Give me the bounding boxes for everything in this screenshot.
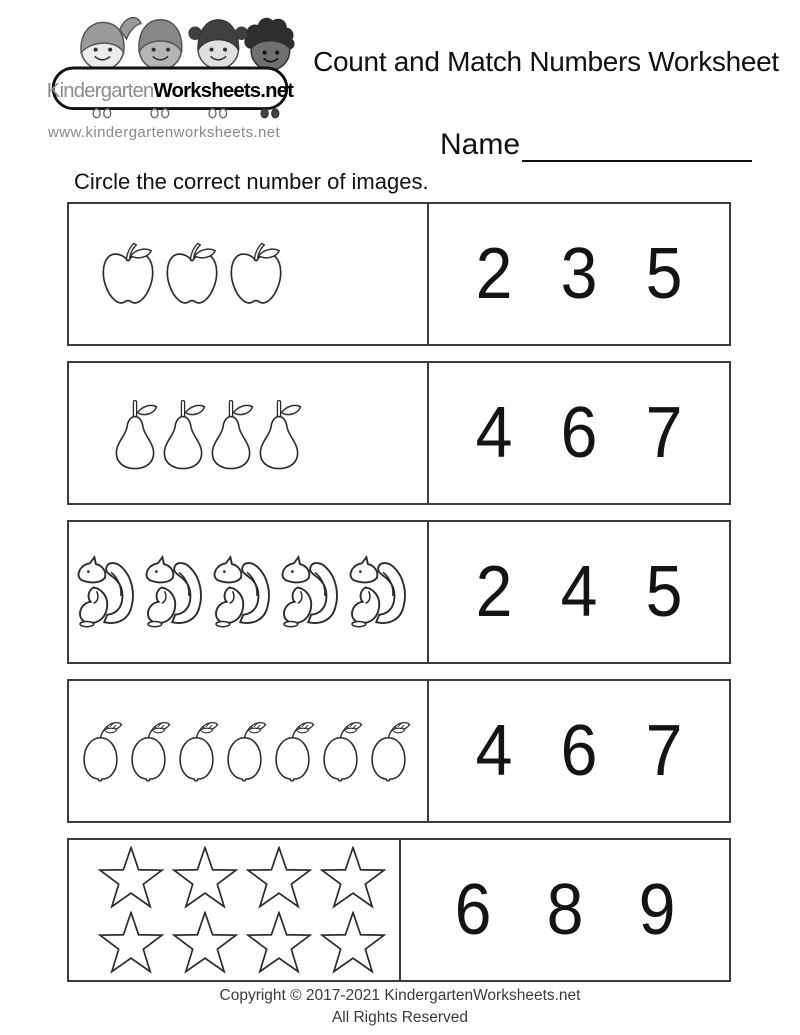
worksheet-row-lemons — [67, 679, 731, 823]
number-choice[interactable]: 8 — [546, 870, 584, 950]
number-choice[interactable]: 6 — [454, 870, 492, 950]
number-choice[interactable]: 6 — [560, 393, 598, 473]
name-fill-line[interactable] — [522, 128, 752, 162]
number-choice[interactable]: 4 — [475, 393, 513, 473]
kids-logo-illustration — [42, 12, 298, 124]
brand-logo — [42, 12, 298, 141]
star-icon — [245, 846, 313, 909]
star-icon — [319, 846, 387, 909]
kid-girl-gray-icon — [81, 18, 141, 70]
number-choice[interactable]: 2 — [475, 234, 513, 314]
numbers-cell — [427, 204, 729, 344]
worksheet-row-pears — [67, 361, 731, 505]
images-cell — [69, 840, 399, 980]
lemon-icon — [173, 719, 220, 783]
brand-name-black: Worksheets.net — [153, 79, 294, 102]
worksheet-row-squirrels — [67, 520, 731, 664]
kids-feet-icon — [93, 109, 279, 118]
numbers-cell — [427, 522, 729, 662]
name-label: Name — [440, 128, 521, 161]
numbers-cell — [427, 681, 729, 821]
instruction-text: Circle the correct number of images. — [74, 169, 429, 194]
number-choice[interactable]: 7 — [645, 711, 683, 791]
squirrel-icon — [74, 554, 142, 630]
pear-icon — [111, 395, 159, 471]
lemon-icon — [77, 719, 124, 783]
website-url: www.kindergartenworksheets.net — [48, 124, 281, 141]
brand-name-gray: Kindergarten — [46, 79, 154, 102]
number-choice[interactable]: 4 — [560, 552, 598, 632]
squirrel-icon — [142, 554, 210, 630]
kid-girl-pigtails-icon — [188, 20, 248, 69]
squirrel-icon — [346, 554, 414, 630]
number-choice[interactable]: 6 — [560, 711, 598, 791]
apple-icon — [163, 240, 221, 308]
star-icon — [171, 911, 239, 974]
kid-boy-curly-icon — [244, 18, 294, 70]
pear-icon — [159, 395, 207, 471]
images-cell — [69, 204, 427, 344]
pear-icon — [255, 395, 303, 471]
images-cell — [69, 363, 427, 503]
star-icon — [171, 846, 239, 909]
page-footer — [0, 985, 800, 1029]
worksheet-rows — [67, 202, 731, 997]
number-choice[interactable]: 7 — [645, 393, 683, 473]
squirrel-icon — [210, 554, 278, 630]
apple-icon — [99, 240, 157, 308]
page-title: Count and Match Numbers Worksheet — [313, 46, 779, 77]
apple-icon — [227, 240, 285, 308]
rights-text: All Rights Reserved — [331, 1009, 469, 1026]
lemon-icon — [269, 719, 316, 783]
number-choice[interactable]: 5 — [645, 234, 683, 314]
lemon-icon — [125, 719, 172, 783]
number-choice[interactable]: 2 — [475, 552, 513, 632]
lemon-icon — [221, 719, 268, 783]
numbers-cell — [399, 840, 729, 980]
squirrel-icon — [278, 554, 346, 630]
lemon-icon — [317, 719, 364, 783]
worksheet-row-apples — [67, 202, 731, 346]
star-icon — [97, 846, 165, 909]
star-icon — [97, 911, 165, 974]
brand-name — [47, 80, 295, 102]
images-cell — [69, 681, 427, 821]
numbers-cell — [427, 363, 729, 503]
copyright-text: Copyright © 2017-2021 KindergartenWorksheets.net — [219, 987, 581, 1004]
number-choice[interactable]: 4 — [475, 711, 513, 791]
worksheet-row-stars — [67, 838, 731, 982]
star-icon — [319, 911, 387, 974]
star-icon — [245, 911, 313, 974]
pear-icon — [207, 395, 255, 471]
lemon-icon — [365, 719, 412, 783]
images-cell — [69, 522, 427, 662]
number-choice[interactable]: 9 — [638, 870, 676, 950]
name-row — [440, 128, 752, 162]
number-choice[interactable]: 3 — [560, 234, 598, 314]
kid-boy-gray-icon — [139, 20, 182, 70]
number-choice[interactable]: 5 — [645, 552, 683, 632]
